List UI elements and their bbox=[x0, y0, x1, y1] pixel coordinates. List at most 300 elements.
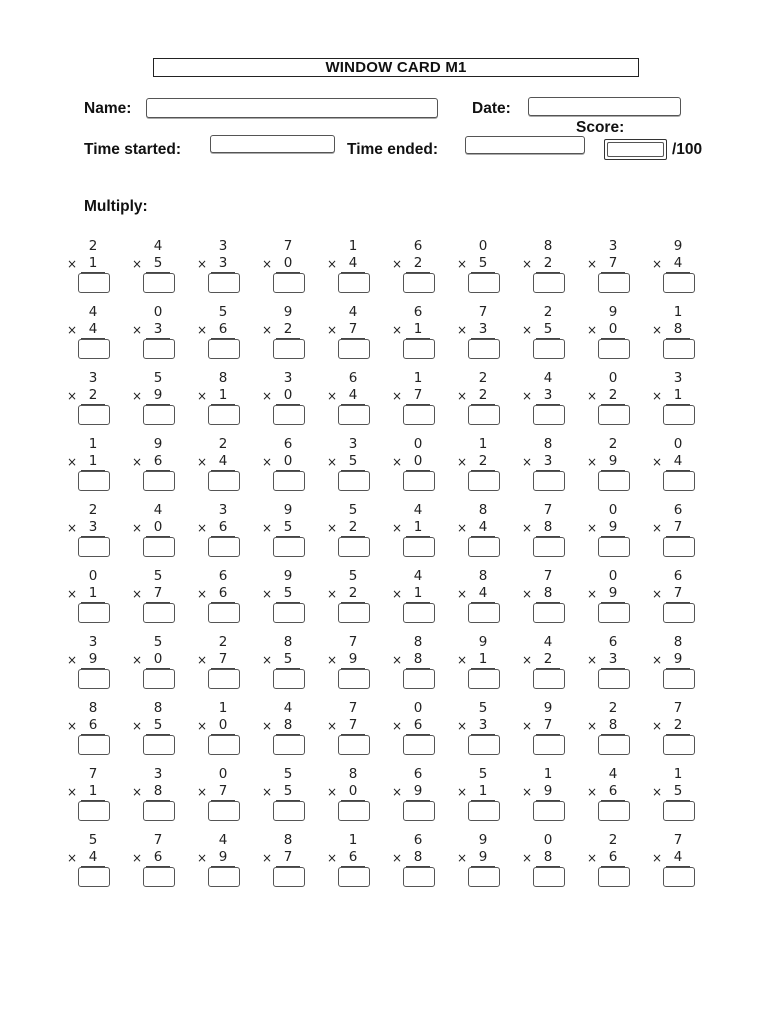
times-sign: × bbox=[327, 719, 338, 733]
answer-box[interactable] bbox=[598, 669, 630, 689]
answer-box[interactable] bbox=[598, 339, 630, 359]
answer-box[interactable] bbox=[78, 339, 110, 359]
answer-box[interactable] bbox=[468, 735, 500, 755]
multiplier: 8 bbox=[543, 519, 553, 535]
problem bbox=[389, 500, 454, 566]
answer-box[interactable] bbox=[663, 735, 695, 755]
multiplicand: 0 bbox=[673, 436, 683, 452]
multiplicand: 3 bbox=[283, 370, 293, 386]
answer-box[interactable] bbox=[338, 471, 370, 491]
answer-box[interactable] bbox=[143, 603, 175, 623]
problem bbox=[64, 236, 129, 302]
answer-box[interactable] bbox=[533, 471, 565, 491]
problem-row bbox=[64, 764, 714, 830]
multiplier: 7 bbox=[413, 387, 423, 403]
multiplicand: 0 bbox=[478, 238, 488, 254]
problem bbox=[259, 368, 324, 434]
problem bbox=[129, 698, 194, 764]
answer-box[interactable] bbox=[208, 405, 240, 425]
problem bbox=[389, 764, 454, 830]
answer-box[interactable] bbox=[663, 801, 695, 821]
times-sign: × bbox=[392, 257, 403, 271]
card-title: WINDOW CARD M1 bbox=[153, 58, 639, 77]
answer-box[interactable] bbox=[338, 801, 370, 821]
problem bbox=[259, 500, 324, 566]
answer-box[interactable] bbox=[663, 405, 695, 425]
multiplicand: 9 bbox=[608, 304, 618, 320]
answer-box[interactable] bbox=[78, 735, 110, 755]
multiplicand: 6 bbox=[413, 832, 423, 848]
multiplicand: 5 bbox=[478, 766, 488, 782]
multiplicand: 1 bbox=[348, 832, 358, 848]
multiplier: 2 bbox=[88, 387, 98, 403]
problem bbox=[519, 566, 584, 632]
problem bbox=[194, 566, 259, 632]
multiplicand: 2 bbox=[218, 436, 228, 452]
answer-box[interactable] bbox=[403, 603, 435, 623]
answer-box[interactable] bbox=[403, 537, 435, 557]
multiplicand: 8 bbox=[153, 700, 163, 716]
times-sign: × bbox=[522, 587, 533, 601]
problem bbox=[194, 500, 259, 566]
answer-box[interactable] bbox=[403, 471, 435, 491]
multiplier: 7 bbox=[673, 585, 683, 601]
multiplicand: 8 bbox=[478, 502, 488, 518]
multiplicand: 4 bbox=[283, 700, 293, 716]
answer-box[interactable] bbox=[598, 471, 630, 491]
times-sign: × bbox=[587, 389, 598, 403]
answer-box[interactable] bbox=[143, 273, 175, 293]
answer-box[interactable] bbox=[468, 471, 500, 491]
date-label: Date: bbox=[472, 100, 511, 117]
answer-box[interactable] bbox=[533, 735, 565, 755]
times-sign: × bbox=[262, 455, 273, 469]
answer-box[interactable] bbox=[78, 867, 110, 887]
multiplier: 2 bbox=[478, 453, 488, 469]
multiplicand: 0 bbox=[88, 568, 98, 584]
problem bbox=[649, 632, 714, 698]
score-total: /100 bbox=[672, 141, 703, 158]
answer-box[interactable] bbox=[208, 669, 240, 689]
multiplier: 6 bbox=[88, 717, 98, 733]
multiplier: 0 bbox=[218, 717, 228, 733]
answer-box[interactable] bbox=[143, 867, 175, 887]
multiplicand: 3 bbox=[673, 370, 683, 386]
multiplier: 4 bbox=[673, 453, 683, 469]
multiplier: 9 bbox=[608, 585, 618, 601]
multiplicand: 9 bbox=[153, 436, 163, 452]
answer-box[interactable] bbox=[468, 801, 500, 821]
answer-box[interactable] bbox=[208, 801, 240, 821]
multiplicand: 7 bbox=[673, 700, 683, 716]
multiplicand: 1 bbox=[413, 370, 423, 386]
times-sign: × bbox=[67, 521, 78, 535]
times-sign: × bbox=[587, 587, 598, 601]
multiplicand: 7 bbox=[673, 832, 683, 848]
multiplier: 2 bbox=[283, 321, 293, 337]
multiplier: 8 bbox=[543, 849, 553, 865]
problem-row bbox=[64, 302, 714, 368]
times-sign: × bbox=[132, 851, 143, 865]
multiplicand: 6 bbox=[413, 238, 423, 254]
answer-box[interactable] bbox=[143, 801, 175, 821]
multiplier: 9 bbox=[543, 783, 553, 799]
multiplier: 0 bbox=[348, 783, 358, 799]
problem bbox=[519, 830, 584, 896]
multiplicand: 4 bbox=[88, 304, 98, 320]
answer-box[interactable] bbox=[598, 735, 630, 755]
multiplier: 2 bbox=[478, 387, 488, 403]
answer-box[interactable] bbox=[598, 603, 630, 623]
multiplicand: 5 bbox=[348, 502, 358, 518]
answer-box[interactable] bbox=[143, 339, 175, 359]
multiplicand: 2 bbox=[608, 700, 618, 716]
problem bbox=[649, 764, 714, 830]
problem bbox=[519, 632, 584, 698]
answer-box[interactable] bbox=[468, 273, 500, 293]
times-sign: × bbox=[457, 719, 468, 733]
multiplier: 5 bbox=[283, 585, 293, 601]
problem bbox=[649, 566, 714, 632]
answer-box[interactable] bbox=[273, 669, 305, 689]
times-sign: × bbox=[132, 719, 143, 733]
times-sign: × bbox=[587, 455, 598, 469]
time-started-label: Time started: bbox=[84, 141, 182, 158]
answer-box[interactable] bbox=[403, 273, 435, 293]
times-sign: × bbox=[67, 257, 78, 271]
answer-box[interactable] bbox=[403, 735, 435, 755]
problem bbox=[584, 764, 649, 830]
times-sign: × bbox=[262, 851, 273, 865]
times-sign: × bbox=[197, 785, 208, 799]
times-sign: × bbox=[132, 653, 143, 667]
answer-box[interactable] bbox=[208, 471, 240, 491]
problem bbox=[129, 302, 194, 368]
multiplier: 5 bbox=[478, 255, 488, 271]
answer-box[interactable] bbox=[273, 603, 305, 623]
times-sign: × bbox=[522, 851, 533, 865]
multiplier: 1 bbox=[413, 585, 423, 601]
multiplicand: 0 bbox=[608, 502, 618, 518]
answer-box[interactable] bbox=[338, 867, 370, 887]
multiplicand: 3 bbox=[88, 370, 98, 386]
times-sign: × bbox=[197, 851, 208, 865]
problem bbox=[649, 698, 714, 764]
answer-box[interactable] bbox=[338, 669, 370, 689]
answer-box[interactable] bbox=[78, 405, 110, 425]
times-sign: × bbox=[652, 653, 663, 667]
answer-box[interactable] bbox=[273, 273, 305, 293]
name-label: Name: bbox=[84, 100, 132, 117]
problem bbox=[454, 632, 519, 698]
times-sign: × bbox=[132, 785, 143, 799]
problem bbox=[584, 302, 649, 368]
answer-box[interactable] bbox=[338, 537, 370, 557]
multiplicand: 7 bbox=[88, 766, 98, 782]
answer-box[interactable] bbox=[598, 405, 630, 425]
answer-box[interactable] bbox=[208, 537, 240, 557]
answer-box[interactable] bbox=[403, 405, 435, 425]
answer-box[interactable] bbox=[78, 801, 110, 821]
multiplicand: 9 bbox=[283, 304, 293, 320]
answer-box[interactable] bbox=[403, 801, 435, 821]
multiplier: 9 bbox=[348, 651, 358, 667]
times-sign: × bbox=[522, 785, 533, 799]
multiplier: 4 bbox=[478, 519, 488, 535]
multiplicand: 9 bbox=[673, 238, 683, 254]
answer-box[interactable] bbox=[533, 339, 565, 359]
answer-box[interactable] bbox=[468, 867, 500, 887]
problem bbox=[454, 302, 519, 368]
answer-box[interactable] bbox=[663, 603, 695, 623]
answer-box[interactable] bbox=[338, 735, 370, 755]
times-sign: × bbox=[262, 719, 273, 733]
times-sign: × bbox=[587, 851, 598, 865]
multiplier: 1 bbox=[88, 783, 98, 799]
answer-box[interactable] bbox=[533, 537, 565, 557]
answer-box[interactable] bbox=[533, 603, 565, 623]
answer-box[interactable] bbox=[273, 735, 305, 755]
multiplier: 6 bbox=[348, 849, 358, 865]
multiplier: 0 bbox=[608, 321, 618, 337]
multiplicand: 4 bbox=[218, 832, 228, 848]
problem bbox=[584, 632, 649, 698]
answer-box[interactable] bbox=[273, 801, 305, 821]
multiplier: 8 bbox=[413, 849, 423, 865]
date-field[interactable] bbox=[528, 97, 681, 116]
answer-box[interactable] bbox=[143, 405, 175, 425]
answer-box[interactable] bbox=[663, 867, 695, 887]
problem bbox=[389, 236, 454, 302]
multiplier: 5 bbox=[543, 321, 553, 337]
times-sign: × bbox=[197, 389, 208, 403]
problem bbox=[259, 302, 324, 368]
answer-box[interactable] bbox=[598, 273, 630, 293]
times-sign: × bbox=[652, 323, 663, 337]
multiplicand: 8 bbox=[478, 568, 488, 584]
problem bbox=[64, 368, 129, 434]
answer-box[interactable] bbox=[598, 537, 630, 557]
answer-box[interactable] bbox=[143, 471, 175, 491]
times-sign: × bbox=[652, 257, 663, 271]
answer-box[interactable] bbox=[208, 603, 240, 623]
problem-row bbox=[64, 368, 714, 434]
problem bbox=[454, 566, 519, 632]
answer-box[interactable] bbox=[533, 669, 565, 689]
answer-box[interactable] bbox=[143, 735, 175, 755]
answer-box[interactable] bbox=[143, 537, 175, 557]
multiplicand: 7 bbox=[283, 238, 293, 254]
multiplicand: 0 bbox=[413, 436, 423, 452]
problem bbox=[584, 368, 649, 434]
answer-box[interactable] bbox=[468, 603, 500, 623]
times-sign: × bbox=[327, 455, 338, 469]
problem-row bbox=[64, 434, 714, 500]
problem bbox=[194, 368, 259, 434]
answer-box[interactable] bbox=[403, 867, 435, 887]
multiplier: 2 bbox=[348, 585, 358, 601]
multiplicand: 4 bbox=[543, 634, 553, 650]
multiplicand: 2 bbox=[608, 832, 618, 848]
problem bbox=[324, 764, 389, 830]
answer-box[interactable] bbox=[533, 273, 565, 293]
problem bbox=[584, 434, 649, 500]
multiplier: 8 bbox=[413, 651, 423, 667]
times-sign: × bbox=[392, 323, 403, 337]
answer-box[interactable] bbox=[468, 669, 500, 689]
answer-box[interactable] bbox=[403, 669, 435, 689]
multiplicand: 3 bbox=[348, 436, 358, 452]
multiplier: 6 bbox=[218, 519, 228, 535]
problem-row bbox=[64, 698, 714, 764]
multiplicand: 7 bbox=[543, 502, 553, 518]
problem bbox=[649, 500, 714, 566]
times-sign: × bbox=[522, 323, 533, 337]
problem bbox=[389, 566, 454, 632]
answer-box[interactable] bbox=[533, 405, 565, 425]
answer-box[interactable] bbox=[663, 339, 695, 359]
time-started-field[interactable] bbox=[210, 135, 335, 153]
multiplicand: 2 bbox=[218, 634, 228, 650]
answer-box[interactable] bbox=[598, 867, 630, 887]
answer-box[interactable] bbox=[143, 669, 175, 689]
answer-box[interactable] bbox=[338, 603, 370, 623]
score-field-inner bbox=[607, 142, 664, 157]
answer-box[interactable] bbox=[208, 867, 240, 887]
answer-box[interactable] bbox=[273, 405, 305, 425]
problem bbox=[584, 566, 649, 632]
answer-box[interactable] bbox=[663, 471, 695, 491]
multiplier: 1 bbox=[673, 387, 683, 403]
answer-box[interactable] bbox=[338, 339, 370, 359]
times-sign: × bbox=[392, 455, 403, 469]
problem bbox=[259, 566, 324, 632]
answer-box[interactable] bbox=[663, 273, 695, 293]
problem bbox=[389, 830, 454, 896]
multiplier: 1 bbox=[88, 453, 98, 469]
multiplier: 2 bbox=[673, 717, 683, 733]
answer-box[interactable] bbox=[273, 537, 305, 557]
score-field[interactable] bbox=[604, 139, 667, 160]
answer-box[interactable] bbox=[533, 801, 565, 821]
times-sign: × bbox=[652, 587, 663, 601]
answer-box[interactable] bbox=[338, 273, 370, 293]
times-sign: × bbox=[392, 719, 403, 733]
times-sign: × bbox=[262, 653, 273, 667]
answer-box[interactable] bbox=[468, 339, 500, 359]
multiplier: 0 bbox=[283, 255, 293, 271]
problem bbox=[324, 368, 389, 434]
multiplicand: 6 bbox=[413, 304, 423, 320]
multiplicand: 1 bbox=[218, 700, 228, 716]
problem bbox=[129, 500, 194, 566]
multiplicand: 8 bbox=[348, 766, 358, 782]
multiplier: 7 bbox=[673, 519, 683, 535]
problem bbox=[649, 236, 714, 302]
multiplier: 6 bbox=[608, 783, 618, 799]
times-sign: × bbox=[522, 257, 533, 271]
problem bbox=[259, 830, 324, 896]
answer-box[interactable] bbox=[78, 603, 110, 623]
score-label: Score: bbox=[576, 119, 625, 136]
multiplier: 8 bbox=[608, 717, 618, 733]
multiplier: 0 bbox=[153, 651, 163, 667]
problem-row bbox=[64, 830, 714, 896]
problem bbox=[454, 368, 519, 434]
times-sign: × bbox=[262, 785, 273, 799]
multiplier: 1 bbox=[478, 783, 488, 799]
answer-box[interactable] bbox=[468, 405, 500, 425]
times-sign: × bbox=[262, 521, 273, 535]
multiplicand: 3 bbox=[218, 502, 228, 518]
answer-box[interactable] bbox=[78, 273, 110, 293]
problem bbox=[454, 500, 519, 566]
times-sign: × bbox=[197, 719, 208, 733]
multiplicand: 3 bbox=[88, 634, 98, 650]
answer-box[interactable] bbox=[663, 669, 695, 689]
multiplicand: 4 bbox=[413, 568, 423, 584]
times-sign: × bbox=[327, 653, 338, 667]
answer-box[interactable] bbox=[598, 801, 630, 821]
answer-box[interactable] bbox=[208, 339, 240, 359]
instruction-label: Multiply: bbox=[84, 198, 148, 215]
multiplier: 9 bbox=[218, 849, 228, 865]
answer-box[interactable] bbox=[273, 471, 305, 491]
multiplier: 4 bbox=[88, 321, 98, 337]
times-sign: × bbox=[262, 257, 273, 271]
answer-box[interactable] bbox=[273, 339, 305, 359]
multiplicand: 1 bbox=[478, 436, 488, 452]
multiplicand: 5 bbox=[153, 370, 163, 386]
answer-box[interactable] bbox=[78, 669, 110, 689]
name-field[interactable] bbox=[146, 98, 438, 118]
problem bbox=[389, 434, 454, 500]
time-ended-field[interactable] bbox=[465, 136, 585, 154]
answer-box[interactable] bbox=[208, 273, 240, 293]
times-sign: × bbox=[132, 521, 143, 535]
multiplier: 7 bbox=[218, 783, 228, 799]
problem bbox=[649, 434, 714, 500]
answer-box[interactable] bbox=[663, 537, 695, 557]
times-sign: × bbox=[652, 719, 663, 733]
times-sign: × bbox=[392, 851, 403, 865]
multiplier: 4 bbox=[673, 255, 683, 271]
answer-box[interactable] bbox=[533, 867, 565, 887]
answer-box[interactable] bbox=[78, 537, 110, 557]
multiplier: 4 bbox=[673, 849, 683, 865]
multiplicand: 5 bbox=[348, 568, 358, 584]
problem bbox=[129, 236, 194, 302]
answer-box[interactable] bbox=[208, 735, 240, 755]
multiplier: 6 bbox=[413, 717, 423, 733]
times-sign: × bbox=[197, 653, 208, 667]
times-sign: × bbox=[197, 323, 208, 337]
problem bbox=[389, 302, 454, 368]
multiplier: 1 bbox=[478, 651, 488, 667]
answer-box[interactable] bbox=[468, 537, 500, 557]
answer-box[interactable] bbox=[403, 339, 435, 359]
multiplier: 7 bbox=[218, 651, 228, 667]
multiplier: 9 bbox=[608, 453, 618, 469]
multiplicand: 7 bbox=[478, 304, 488, 320]
multiplicand: 8 bbox=[413, 634, 423, 650]
answer-box[interactable] bbox=[273, 867, 305, 887]
multiplicand: 6 bbox=[283, 436, 293, 452]
problem-row bbox=[64, 566, 714, 632]
answer-box[interactable] bbox=[338, 405, 370, 425]
answer-box[interactable] bbox=[78, 471, 110, 491]
problem bbox=[584, 500, 649, 566]
